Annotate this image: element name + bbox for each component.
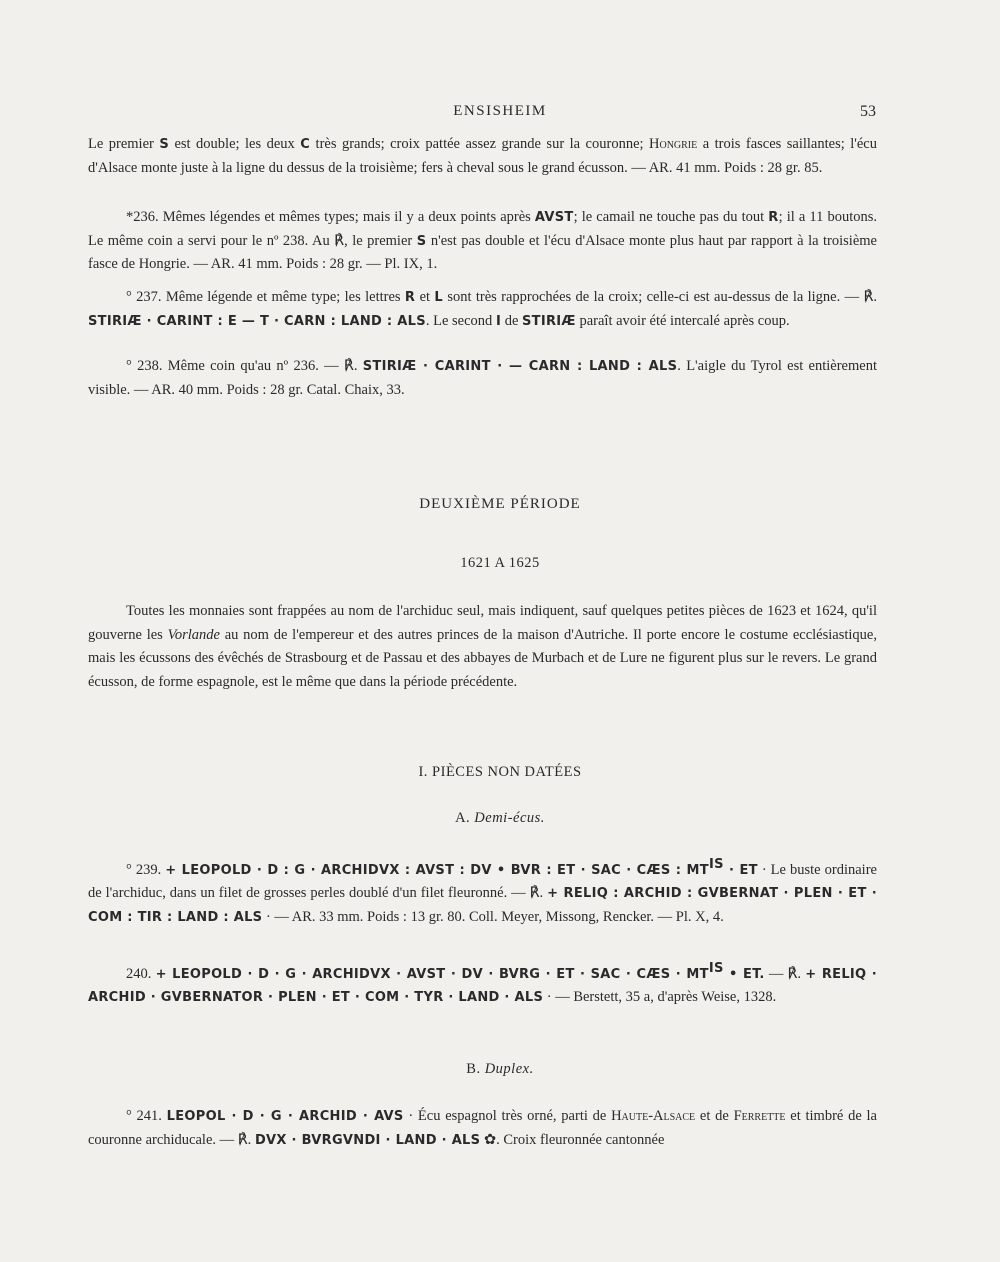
text: · Écu espagnol très orné, parti de — [403, 1108, 612, 1124]
text: ° 237. Même légende et même type; les lettres — [126, 289, 405, 305]
subsection-b-title — [0, 1061, 1000, 1078]
subsection-name: Demi-écus. — [474, 810, 545, 826]
legend-text: • ET. — [723, 966, 765, 982]
legend-text: STIRIÆ · CARINT : E — T · CARN : LAND : ALS — [88, 313, 426, 329]
entry-236 — [88, 206, 877, 277]
small-caps-text: Ferrette — [733, 1108, 786, 1124]
subsection-label: B. — [466, 1061, 485, 1077]
intro-paragraph — [88, 600, 877, 694]
text: sont très rapprochées de la croix; celle-ci est au-dessus de la ligne. — ℟. — [442, 289, 877, 305]
legend-superscript: IS — [708, 961, 724, 976]
text: et timbré de la couronne archiducale. — ℟. — [88, 1108, 877, 1148]
subsection-label: A. — [455, 810, 475, 826]
text: · Le buste ordinaire de l'archiduc, dans un filet de grosses perles doublé d'un filet fleuronné. — ℟. — [88, 861, 877, 902]
text: et — [415, 289, 435, 305]
text: et de — [695, 1108, 734, 1124]
legend-letter: L — [434, 290, 443, 305]
text: au nom de l'empereur et des autres princes de la maison d'Autriche. Il porte encore le costume ecclésiastique, mais les écussons des évêchés de Strasbourg et de Passau et des abbayes de Murbach et de Lure ne figurent plus sur le revers. Le grand écusson, de forme espagnole, est le même que dans la période précédente. — [88, 626, 877, 690]
text: de — [501, 312, 523, 329]
entry-238 — [88, 355, 877, 402]
legend-letter: R — [768, 210, 779, 225]
small-caps-text: Haute-Alsace — [611, 1108, 696, 1124]
paragraph-235-continued — [88, 133, 877, 180]
subsection-name: Duplex. — [484, 1061, 534, 1077]
text: 240. — [126, 965, 156, 982]
text: — ℟. — [764, 965, 806, 982]
legend-letter: R — [404, 290, 416, 305]
italic-term: Vorlande — [167, 626, 220, 643]
legend-text: · ET — [723, 862, 758, 878]
legend-text: STIRIÆ — [522, 313, 576, 329]
text: Toutes les monnaies sont frappées au nom de l'archiduc seul, mais indiquent, sauf quelques petites pièces de 1623 et 1624, qu'il gouverne les — [88, 603, 877, 643]
legend-text: STIRIÆ · CARINT · — CARN : LAND : ALS — [362, 359, 678, 374]
legend-text: + RELIQ · ARCHID · GVBERNATOR · PLEN · ET · COM · TYR · LAND · ALS — [88, 966, 878, 1006]
legend-text: DVX · BVRGVNDI · LAND · ALS — [254, 1132, 481, 1148]
text: très grands; croix pattée assez grande sur la couronne; — [310, 136, 649, 152]
section-title: DEUXIÈME PÉRIODE — [419, 496, 581, 512]
entry-240 — [88, 957, 877, 1010]
section-dates: 1621 A 1625 — [460, 555, 540, 571]
text: ° 238. Même coin qu'au nº 236. — ℟. — [126, 358, 363, 374]
legend-letter: I — [495, 313, 502, 329]
page-number: 53 — [860, 103, 876, 120]
text: ; le camail ne touche pas du tout — [573, 209, 769, 225]
subsection-a-title — [0, 810, 1000, 827]
text: a trois fasces saillantes; l'écu d'Alsace monte juste à la ligne du dessus de la troisième; fers à cheval sous le grand écusson. — AR. 41 mm. Poids : 28 gr. 85. — [88, 136, 877, 176]
text: *236. Mêmes légendes et mêmes types; mais il y a deux points après — [126, 209, 535, 225]
text: ° 241. — [126, 1108, 167, 1124]
text: Le premier — [88, 136, 160, 152]
legend-text: + LEOPOLD · D · G · ARCHIDVX · AVST · DV · BVRG · ET · SAC · CÆS · MT — [155, 966, 709, 982]
entry-241 — [88, 1105, 877, 1152]
legend-letter: S — [159, 137, 169, 152]
text: ; il a 11 boutons. Le même coin a servi pour le nº 238. Au ℟, le premier — [88, 209, 878, 249]
text: est double; les deux — [169, 136, 301, 152]
entry-237 — [88, 286, 877, 333]
legend-text: + RELIQ : ARCHID : GVBERNAT · PLEN · ET · COM : TIR : LAND : ALS — [88, 886, 878, 925]
small-caps-text: Hongrie — [649, 136, 698, 152]
entry-239 — [88, 853, 877, 929]
text: . Le second — [425, 312, 496, 329]
running-head — [0, 103, 1000, 125]
text: . L'aigle du Tyrol est entièrement visible. — AR. 40 mm. Poids : 28 gr. Catal. Chaix, 33. — [88, 358, 877, 398]
legend-letter: S — [416, 233, 427, 249]
text: paraît avoir été intercalé après coup. — [575, 312, 790, 329]
text: · — Berstett, 35 a, d'après Weise, 1328. — [543, 989, 777, 1006]
legend-letter: C — [300, 137, 311, 152]
text: · — AR. 33 mm. Poids : 13 gr. 80. Coll. Meyer, Missong, Rencker. — Pl. X, 4. — [262, 908, 724, 925]
subsection-title: I. PIÈCES NON DATÉES — [418, 764, 582, 780]
legend-text: LEOPOL · D · G · ARCHID · AVS — [166, 1109, 404, 1124]
legend-text: + LEOPOLD · D : G · ARCHIDVX : AVST : DV • BVR : ET · SAC · CÆS : MT — [165, 862, 709, 878]
running-title: ENSISHEIM — [453, 103, 547, 119]
legend-text: AVST — [534, 210, 574, 225]
text: ° 239. — [126, 861, 166, 878]
text: n'est pas double et l'écu d'Alsace monte plus haut par rapport à la troisième fasce de Hongrie. — AR. 41 mm. Poids : 28 gr. — Pl. IX, 1. — [88, 232, 877, 272]
legend-superscript: IS — [708, 857, 724, 872]
text: ✿. Croix fleuronnée cantonnée — [480, 1131, 665, 1148]
